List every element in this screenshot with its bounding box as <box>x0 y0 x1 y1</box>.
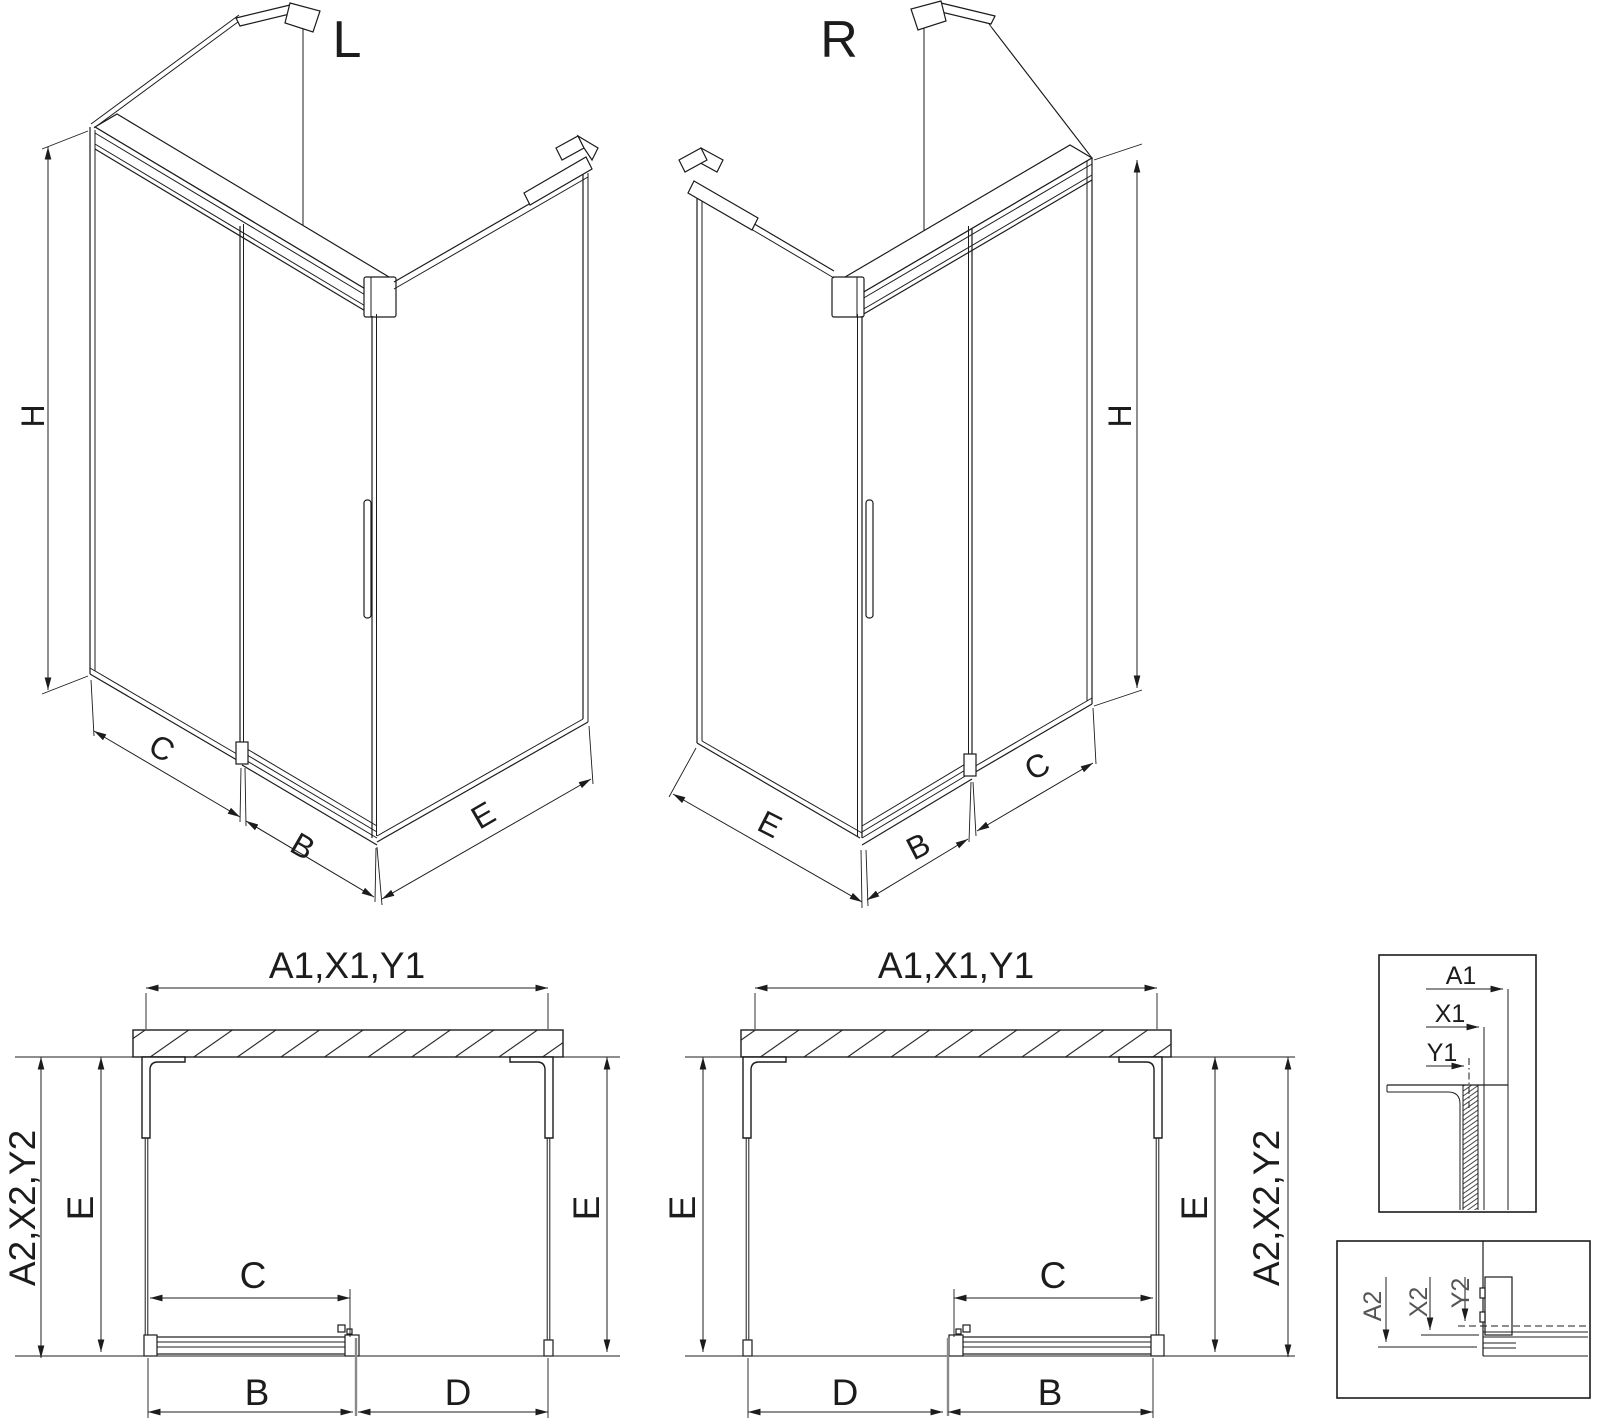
wall-support-arm <box>911 1 1092 158</box>
dim-a1-right <box>755 945 1157 1029</box>
dim-e-left <box>662 1057 703 1352</box>
dim-a2-left <box>2 1057 43 1358</box>
wall-profile-left <box>743 1057 786 1356</box>
wall-support-arm <box>91 3 320 128</box>
dim-h-left <box>15 131 88 694</box>
dim-c-left <box>91 680 241 822</box>
side-panel-e <box>679 148 862 838</box>
iso-view-right <box>669 1 1142 908</box>
dim-label-b: B <box>1037 1372 1063 1413</box>
dim-label-b: B <box>244 1372 270 1413</box>
dim-label-d: D <box>831 1372 859 1413</box>
dim-label-a1x1y1: A1,X1,Y1 <box>268 945 426 986</box>
wall-profile-top <box>688 181 758 230</box>
door-handle <box>364 500 371 618</box>
variant-label-left: L <box>332 11 362 69</box>
dim-label-h: H <box>1102 404 1139 428</box>
plan-view-left <box>2 945 620 1418</box>
dim-label-e: E <box>661 1195 703 1221</box>
corner-block <box>832 277 864 317</box>
dim-e-right <box>1174 1057 1215 1352</box>
dim-label-d: D <box>444 1372 472 1413</box>
dim-label-e: E <box>1173 1195 1215 1221</box>
dim-d <box>358 1358 548 1418</box>
detail-label-a1: A1 <box>1445 962 1477 990</box>
dim-d <box>748 1358 943 1418</box>
dim-b <box>148 1358 353 1418</box>
dim-e-left <box>60 1057 101 1352</box>
detail-label-x1: X1 <box>1434 1000 1466 1028</box>
iso-view-left <box>15 3 598 905</box>
dim-e-left <box>377 726 593 905</box>
dim-label-h: H <box>15 404 52 428</box>
detail-label-y1: Y1 <box>1426 1039 1458 1067</box>
dim-label-c: C <box>142 726 181 770</box>
dim-label-c: C <box>239 1255 267 1296</box>
dim-h-right <box>1094 144 1142 706</box>
fixed-panel-c <box>972 158 1092 774</box>
dim-c <box>954 1255 1153 1337</box>
detail-label-y2: Y2 <box>1446 1277 1475 1309</box>
dim-label-e: E <box>464 794 502 837</box>
dim-label-a1x1y1: A1,X1,Y1 <box>877 945 1035 986</box>
dim-b-right <box>866 782 971 906</box>
dim-label-a2x2y2: A2,X2,Y2 <box>1 1129 43 1287</box>
detail-frame <box>1379 955 1536 1212</box>
wall-section <box>133 1030 563 1057</box>
dim-label-c: C <box>1039 1255 1067 1296</box>
wall-profile-right <box>510 1057 553 1356</box>
dim-c <box>150 1255 350 1337</box>
wall-profile-right <box>1119 1057 1162 1338</box>
corner-block <box>364 277 396 317</box>
detail-box-bottom <box>1337 1241 1590 1398</box>
dim-e-right <box>669 748 862 908</box>
dim-label-c: C <box>1018 744 1056 788</box>
detail-label-x2: X2 <box>1404 1286 1433 1318</box>
dim-label-e: E <box>752 803 788 846</box>
dim-e-right <box>566 1057 607 1352</box>
side-panel-e <box>377 136 598 842</box>
dim-label-b: B <box>900 825 936 868</box>
dim-a1-left <box>146 945 548 1029</box>
detail-box-top <box>1379 955 1536 1212</box>
dim-label-e: E <box>565 1195 607 1221</box>
top-rail <box>95 114 396 317</box>
dim-label-a2x2y2: A2,X2,Y2 <box>1245 1129 1287 1287</box>
wall-profile-left <box>142 1057 185 1338</box>
dim-label-b: B <box>284 825 322 868</box>
detail-label-a2: A2 <box>1358 1290 1387 1322</box>
dim-label-e: E <box>59 1195 101 1221</box>
door-handle <box>866 500 873 618</box>
glass-section <box>1463 1085 1478 1210</box>
plan-view-right <box>662 945 1295 1418</box>
wall-section <box>741 1030 1171 1057</box>
variant-label-right: R <box>820 11 858 69</box>
dim-a2-right <box>1246 1057 1288 1357</box>
dim-c-right <box>973 708 1096 836</box>
dim-b <box>948 1358 1153 1418</box>
sliding-door-b <box>240 224 377 838</box>
dim-b-left <box>245 768 376 902</box>
sliding-door-b <box>858 226 973 838</box>
top-rail <box>832 145 1092 317</box>
